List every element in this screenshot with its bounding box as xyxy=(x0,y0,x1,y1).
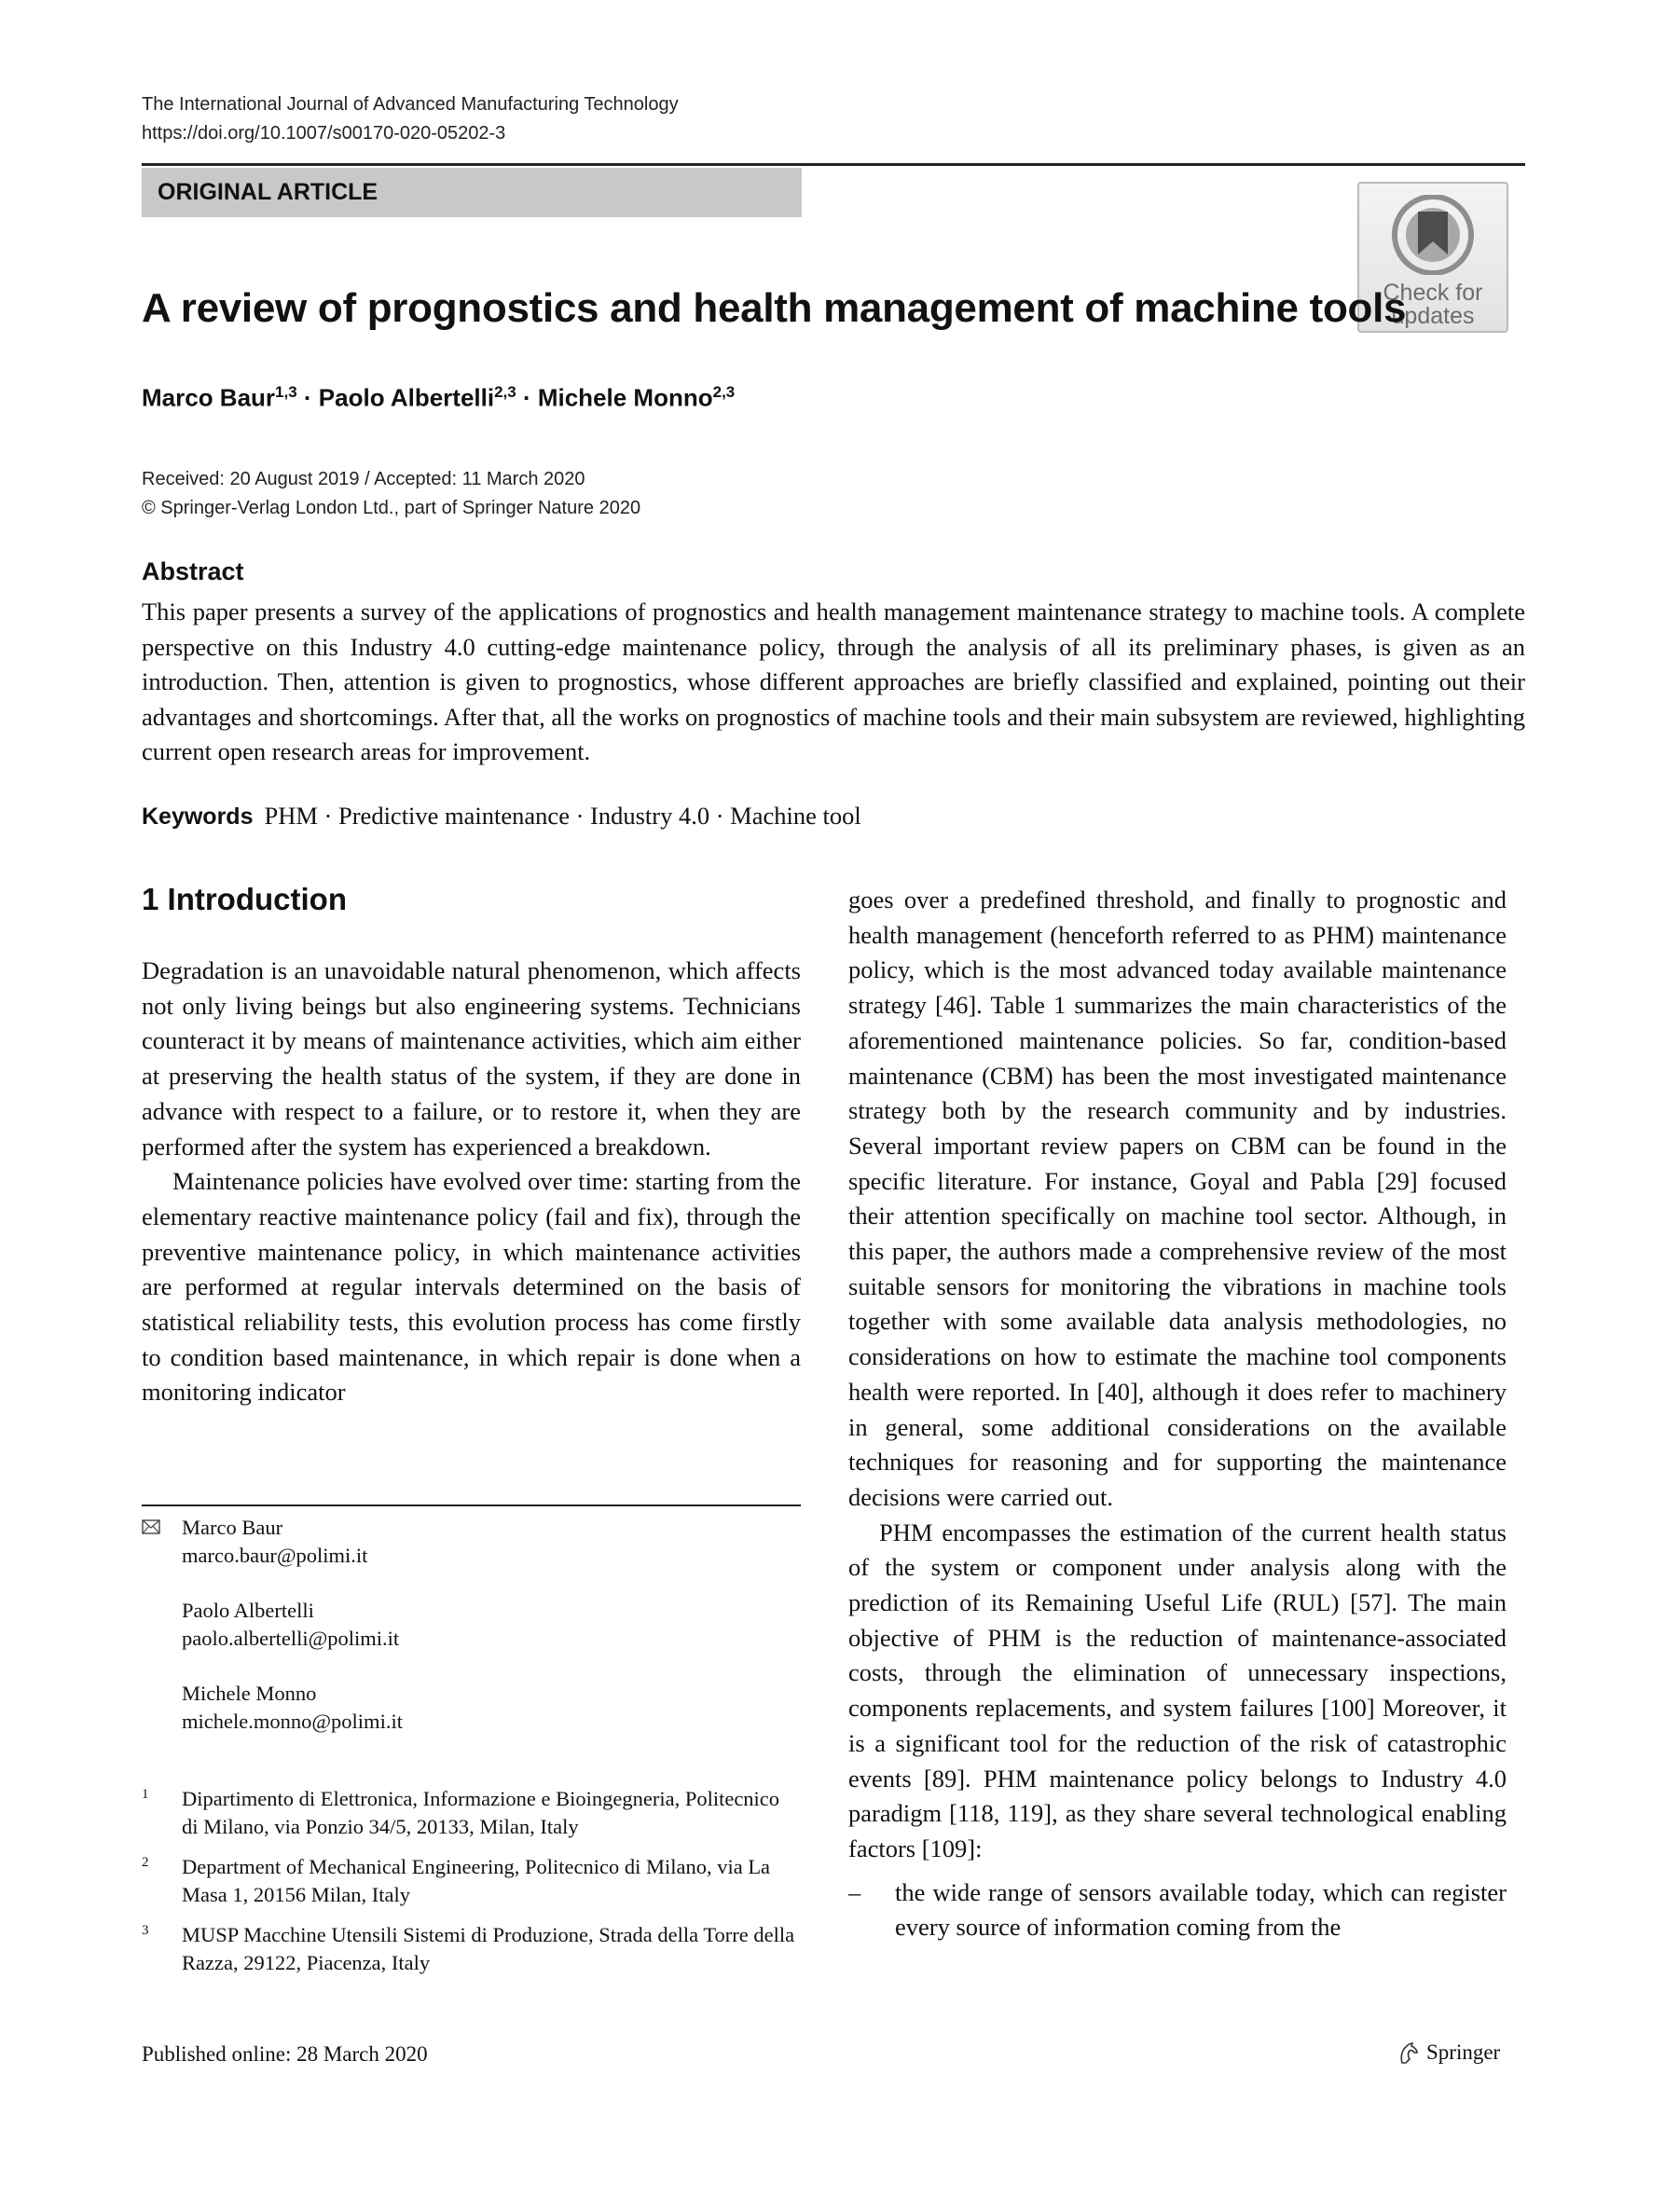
affiliation-text: Dipartimento di Elettronica, Informazione e Bioingegneria, Politecnico di Milano, via Ponzio 34/5, 20133, Milan, Italy xyxy=(182,1787,780,1838)
contact-entry xyxy=(142,1597,403,1652)
contact-entry xyxy=(142,1680,403,1735)
abstract-heading: Abstract xyxy=(142,557,244,585)
affiliation-list xyxy=(142,1785,801,1989)
affiliation xyxy=(142,1785,801,1840)
contact-name: Paolo Albertelli xyxy=(182,1599,314,1622)
springer-horse-icon xyxy=(1397,2040,1421,2065)
affiliation xyxy=(142,1921,801,1976)
crossmark-icon xyxy=(1381,195,1485,275)
author-list xyxy=(142,383,735,413)
contact-name: Michele Monno xyxy=(182,1682,317,1705)
footnote-rule xyxy=(142,1504,801,1506)
affiliation-number: 2 xyxy=(142,1855,149,1870)
affiliation-number: 1 xyxy=(142,1787,149,1802)
paragraph: PHM encompasses the estimation of the current health status of the system or component under analysis along with the prediction of its Remaining Useful Life (RUL) [57]. The main objective of PHM is the reduction of maintenance-associated costs, through the elimination of unnecessary inspections, components replacements, and system failures [100] Moreover, it is a significant tool for the reduction of the risk of catastrophic events [89]. PHM maintenance policy belongs to Industry 4.0 paradigm [118, 119], as they share several technological enabling factors [109]: xyxy=(848,1518,1507,1862)
paragraph: goes over a predefined threshold, and finally to prognostic and health management (henceforth referred to as PHM) maintenance policy, which is the most advanced today available maintenance strategy [46]. Table 1 summarizes the main characteristics of the aforementioned maintenance policies. So far, condition-based maintenance (CBM) has been the most investigated maintenance strategy both by the research community and by industries. Several important review papers on CBM can be found in the specific literature. For instance, Goyal and Pabla [29] focused their attention specifically on machine tool sector. Although, in this paper, the authors made a comprehensive review of the most suitable sensors for monitoring the vibrations in machine tools together with some available data analysis methodologies, no considerations on how to estimate the machine tool components health were reported. In [40], although it does refer to machinery in general, some additional considerations on the available techniques for reasoning and for supporting the maintenance decisions were carried out. xyxy=(848,886,1507,1511)
crossmark-line-2: updates xyxy=(1391,303,1475,329)
publisher-logo xyxy=(1397,2040,1500,2065)
author-affil: 2,3 xyxy=(494,383,516,401)
publisher-name: Springer xyxy=(1426,2040,1501,2064)
envelope-icon xyxy=(142,1514,182,1569)
bullet-dash: – xyxy=(848,1877,861,1906)
doi-link[interactable]: https://doi.org/10.1007/s00170-020-05202-3 xyxy=(142,123,506,144)
contact-email[interactable]: michele.monno@polimi.it xyxy=(182,1709,403,1733)
bullet-item xyxy=(848,1875,1507,1945)
bullet-text: the wide range of sensors available today, which can register every source of information coming from the xyxy=(895,1877,1507,1942)
paragraph: Degradation is an unavoidable natural phenomenon, which affects not only living beings but also engineering systems. Technicians counteract it by means of maintenance activities, which aim either at preserving the health status of the system, if they are done in advance with respect to a failure, or to restore it, when they are performed after the system has experienced a breakdown. xyxy=(142,956,801,1161)
left-column xyxy=(142,954,801,1410)
affiliation-text: Department of Mechanical Engineering, Politecnico di Milano, via La Masa 1, 20156 Milan, Italy xyxy=(182,1855,771,1906)
header-rule xyxy=(142,163,1525,166)
keywords xyxy=(142,802,861,831)
copyright: © Springer-Verlag London Ltd., part of Springer Nature 2020 xyxy=(142,498,641,518)
crossmark-line-1: Check for xyxy=(1383,280,1483,306)
affiliation-text: MUSP Macchine Utensili Sistemi di Produzione, Strada della Torre della Razza, 29122, Piacenza, Italy xyxy=(182,1923,795,1974)
author-affil: 1,3 xyxy=(275,383,297,401)
author-name[interactable]: Marco Baur xyxy=(142,383,276,412)
article-dates xyxy=(142,465,640,523)
contact-list xyxy=(142,1514,403,1763)
abstract-text: This paper presents a survey of the applications of prognostics and health management maintenance strategy to machine tools. A complete perspective on this Industry 4.0 cutting-edge maintenance policy, through the analysis of all its preliminary phases, is given as an introduction. Then, attention is given to prognostics, whose different approaches are briefly classified and explained, pointing out their advantages and shortcomings. After that, all the works on prognostics of machine tools and their main subsystem are reviewed, highlighting current open research areas for improvement. xyxy=(142,598,1525,765)
journal-header xyxy=(142,90,679,148)
author-name[interactable]: Michele Monno xyxy=(537,383,713,412)
affiliation-number: 3 xyxy=(142,1923,149,1938)
article-type-banner: ORIGINAL ARTICLE xyxy=(142,168,802,217)
author-name[interactable]: Paolo Albertelli xyxy=(318,383,495,412)
received-accepted: Received: 20 August 2019 / Accepted: 11 March 2020 xyxy=(142,469,585,489)
right-column xyxy=(848,883,1507,1945)
author-separator: · xyxy=(296,383,319,412)
author-separator: · xyxy=(516,383,538,412)
contact-name: Marco Baur xyxy=(182,1516,283,1539)
section-heading: 1 Introduction xyxy=(142,882,347,916)
paragraph: Maintenance policies have evolved over time: starting from the elementary reactive maintenance policy (fail and fix), through the preventive maintenance policy, in which maintenance activities are performed at regular intervals determined on the basis of statistical reliability tests, this evolution process has come firstly to condition based maintenance, in which repair is done when a monitoring indicator xyxy=(142,1167,801,1407)
author-affil: 2,3 xyxy=(712,383,736,401)
contact-entry xyxy=(142,1514,403,1569)
published-online: Published online: 28 March 2020 xyxy=(142,2042,428,2066)
affiliation xyxy=(142,1853,801,1908)
keywords-list: PHM · Predictive maintenance · Industry 4.0 · Machine tool xyxy=(264,802,861,830)
paper-title: A review of prognostics and health management of machine tools xyxy=(142,285,1407,331)
contact-email[interactable]: paolo.albertelli@polimi.it xyxy=(182,1626,400,1650)
keywords-label: Keywords xyxy=(142,804,254,830)
journal-name: The International Journal of Advanced Manufacturing Technology xyxy=(142,94,679,115)
contact-email[interactable]: marco.baur@polimi.it xyxy=(182,1543,368,1567)
